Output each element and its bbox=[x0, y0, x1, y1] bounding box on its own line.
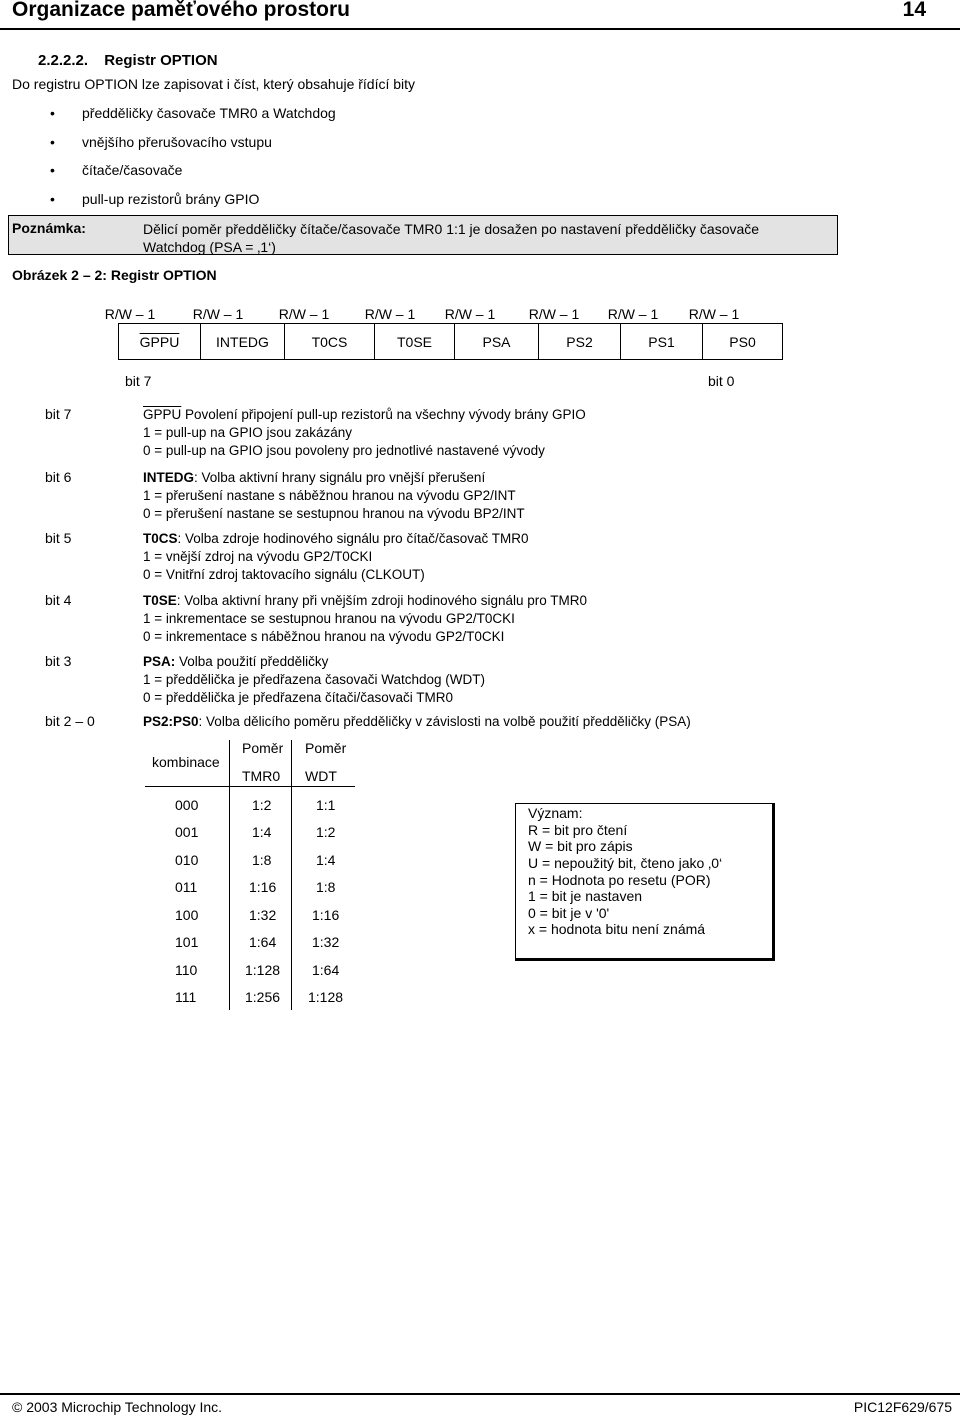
register-bit-cell: PS1 bbox=[621, 324, 703, 360]
register-bit-name: GPPU bbox=[139, 333, 180, 350]
bit-value-0: 0 = inkrementace s náběžnou hranou na vývodu GP2/T0CKI bbox=[143, 629, 505, 644]
ps-table-header-kombinace: kombinace bbox=[152, 754, 220, 770]
bit-name: T0SE bbox=[143, 593, 177, 608]
section-heading bbox=[38, 52, 218, 69]
bit-name: T0CS bbox=[143, 531, 178, 546]
register-access-label: R/W – 1 bbox=[444, 306, 496, 322]
bullet-item: • čítače/časovače bbox=[50, 161, 336, 190]
ps-table-cell: 010 bbox=[175, 852, 199, 868]
register-access-label: R/W – 1 bbox=[192, 306, 244, 322]
legend-item: 1 = bit je nastaven bbox=[528, 888, 643, 904]
ps-table-cell: 1:64 bbox=[312, 962, 340, 978]
ps-table-cell: 1:16 bbox=[312, 907, 340, 923]
bit-value-0: 0 = pull-up na GPIO jsou povoleny pro jednotlivé nastavené vývody bbox=[143, 443, 545, 458]
bit-name: PSA: bbox=[143, 654, 176, 669]
bit-label: bit 5 bbox=[45, 530, 72, 546]
section-title: Registr OPTION bbox=[104, 52, 218, 69]
bit-text: Volba zdroje hodinového signálu pro čítač/časovač TMR0 bbox=[185, 531, 529, 546]
bit-separator: : bbox=[176, 593, 185, 608]
legend-item: R = bit pro čtení bbox=[528, 822, 628, 838]
ps-table-cell: 101 bbox=[175, 934, 199, 950]
register-bit-cell: T0SE bbox=[375, 324, 455, 360]
bit-value-0: 0 = přerušení nastane se sestupnou hranou na vývodu BP2/INT bbox=[143, 506, 525, 521]
page-number: 14 bbox=[902, 0, 926, 21]
bit-text: Povolení připojení pull-up rezistorů na všechny vývody brány GPIO bbox=[185, 407, 586, 422]
register-table bbox=[118, 323, 783, 360]
legend-item: U = nepoužitý bit, čteno jako ‚0‘ bbox=[528, 855, 723, 871]
footer-doc-id: PIC12F629/675 bbox=[853, 1399, 952, 1415]
ps-table-cell: 011 bbox=[175, 879, 198, 895]
legend-item: x = hodnota bitu není známá bbox=[528, 921, 706, 937]
ps-table-cell: 1:2 bbox=[316, 824, 336, 840]
ps-table-cell: 001 bbox=[175, 824, 199, 840]
bit-description bbox=[143, 653, 485, 707]
bit-value-1: 1 = pull-up na GPIO jsou zakázány bbox=[143, 425, 352, 440]
bit-name: PS2:PS0 bbox=[143, 714, 199, 729]
bit-label: bit 6 bbox=[45, 469, 72, 485]
ps-table-cell: 100 bbox=[175, 907, 199, 923]
ps-table-cell: 1:32 bbox=[312, 934, 340, 950]
bit-separator: : bbox=[177, 531, 186, 546]
note-text: Dělicí poměr předděličky čítače/časovače TMR0 1:1 je dosažen po nastavení předděličky časovače Watchdog (PSA = ‚1‘) bbox=[143, 221, 760, 255]
register-access-label: R/W – 1 bbox=[278, 306, 330, 322]
register-bit-cell bbox=[119, 324, 201, 360]
bit-value-1: 1 = vnější zdroj na vývodu GP2/T0CKI bbox=[143, 549, 373, 564]
ps-table-header-pomer: Poměr bbox=[305, 740, 347, 756]
ps-table-cell: 1:16 bbox=[249, 879, 277, 895]
register-access-label: R/W – 1 bbox=[688, 306, 740, 322]
legend-item: W = bit pro zápis bbox=[528, 838, 633, 854]
bit-description bbox=[143, 406, 586, 460]
ps-table-header-pomer: Poměr bbox=[242, 740, 284, 756]
register-lsb-label: bit 0 bbox=[708, 373, 735, 389]
ps-table-cell: 1:8 bbox=[316, 879, 336, 895]
legend-item: 0 = bit je v '0' bbox=[528, 905, 610, 921]
bit-separator: : bbox=[194, 470, 202, 485]
bullet-list bbox=[50, 104, 336, 218]
header-rule bbox=[0, 28, 960, 30]
bit-description bbox=[143, 530, 528, 584]
register-bit-cell: PS0 bbox=[703, 324, 783, 360]
register-access-label: R/W – 1 bbox=[364, 306, 416, 322]
ps-table-cell: 110 bbox=[175, 962, 198, 978]
bit-value-0: 0 = Vnitřní zdroj taktovacího signálu (CLKOUT) bbox=[143, 567, 425, 582]
intro-paragraph: Do registru OPTION lze zapisovat i číst, který obsahuje řídící bity bbox=[12, 76, 416, 92]
ps-table-cell: 1:64 bbox=[249, 934, 277, 950]
register-bit-cell: PSA bbox=[455, 324, 539, 360]
footer-copyright: © 2003 Microchip Technology Inc. bbox=[12, 1399, 223, 1415]
ps-table-cell: 1:8 bbox=[252, 852, 272, 868]
ps-table-cell: 1:32 bbox=[249, 907, 277, 923]
ps-table-divider bbox=[291, 740, 292, 1010]
bit-description bbox=[143, 469, 525, 523]
legend-item: n = Hodnota po resetu (POR) bbox=[528, 872, 711, 888]
bit-value-1: 1 = přerušení nastane s náběžnou hranou na vývodu GP2/INT bbox=[143, 488, 516, 503]
bit-value-0: 0 = předdělička je předřazena čítači/časovači TMR0 bbox=[143, 690, 454, 705]
bit-separator: : bbox=[198, 714, 207, 729]
ps-table-cell: 1:4 bbox=[252, 824, 272, 840]
register-access-label: R/W – 1 bbox=[607, 306, 659, 322]
ps-table-divider bbox=[229, 740, 230, 1010]
bit-text: Volba použití předděličky bbox=[179, 654, 329, 669]
bit-value-1: 1 = inkrementace se sestupnou hranou na vývodu GP2/T0CKI bbox=[143, 611, 515, 626]
bit-label: bit 2 – 0 bbox=[45, 713, 95, 729]
legend-title: Význam: bbox=[528, 805, 583, 821]
register-bit-cell: PS2 bbox=[539, 324, 621, 360]
register-bit-cell: INTEDG bbox=[201, 324, 285, 360]
ps-table-cell: 1:128 bbox=[245, 962, 281, 978]
register-access-label: R/W – 1 bbox=[528, 306, 580, 322]
section-number: 2.2.2.2. bbox=[38, 52, 89, 69]
ps-table-header-tmr0: TMR0 bbox=[242, 768, 281, 784]
bit-value-1: 1 = předdělička je předřazena časovači Watchdog (WDT) bbox=[143, 672, 486, 687]
bit-description bbox=[143, 592, 587, 646]
ps-table-header-wdt: WDT bbox=[305, 768, 337, 784]
ps-table-cell: 000 bbox=[175, 797, 199, 813]
bit-description bbox=[143, 713, 691, 731]
footer-rule bbox=[0, 1393, 960, 1395]
bit-text: Volba dělicího poměru předděličky v závislosti na volbě použití předděličky (PSA) bbox=[206, 714, 691, 729]
bullet-item: • pull-up rezistorů brány GPIO bbox=[50, 190, 336, 219]
ps-table-cell: 1:128 bbox=[308, 989, 344, 1005]
bullet-item: • předděličky časovače TMR0 a Watchdog bbox=[50, 104, 336, 133]
ps-table-cell: 111 bbox=[175, 989, 197, 1005]
register-access-label: R/W – 1 bbox=[104, 306, 156, 322]
bit-text: Volba aktivní hrany signálu pro vnější přerušení bbox=[201, 470, 486, 485]
bit-label: bit 7 bbox=[45, 406, 72, 422]
bit-label: bit 3 bbox=[45, 653, 72, 669]
bit-label: bit 4 bbox=[45, 592, 72, 608]
ps-table-cell: 1:1 bbox=[316, 797, 336, 813]
bullet-item: • vnějšího přerušovacího vstupu bbox=[50, 133, 336, 162]
ps-table-cell: 1:4 bbox=[316, 852, 336, 868]
bit-name: INTEDG bbox=[143, 470, 195, 485]
ps-table-cell: 1:256 bbox=[245, 989, 281, 1005]
note-label: Poznámka: bbox=[12, 220, 86, 236]
bit-name: GPPU bbox=[143, 407, 182, 422]
ps-table-cell: 1:2 bbox=[252, 797, 272, 813]
figure-caption: Obrázek 2 – 2: Registr OPTION bbox=[12, 267, 217, 283]
page-header-title: Organizace paměťového prostoru bbox=[12, 0, 350, 21]
bit-text: Volba aktivní hrany při vnějším zdroji hodinového signálu pro TMR0 bbox=[184, 593, 587, 608]
register-msb-label: bit 7 bbox=[125, 373, 152, 389]
ps-table-header-rule bbox=[145, 786, 355, 787]
register-bit-cell: T0CS bbox=[285, 324, 375, 360]
